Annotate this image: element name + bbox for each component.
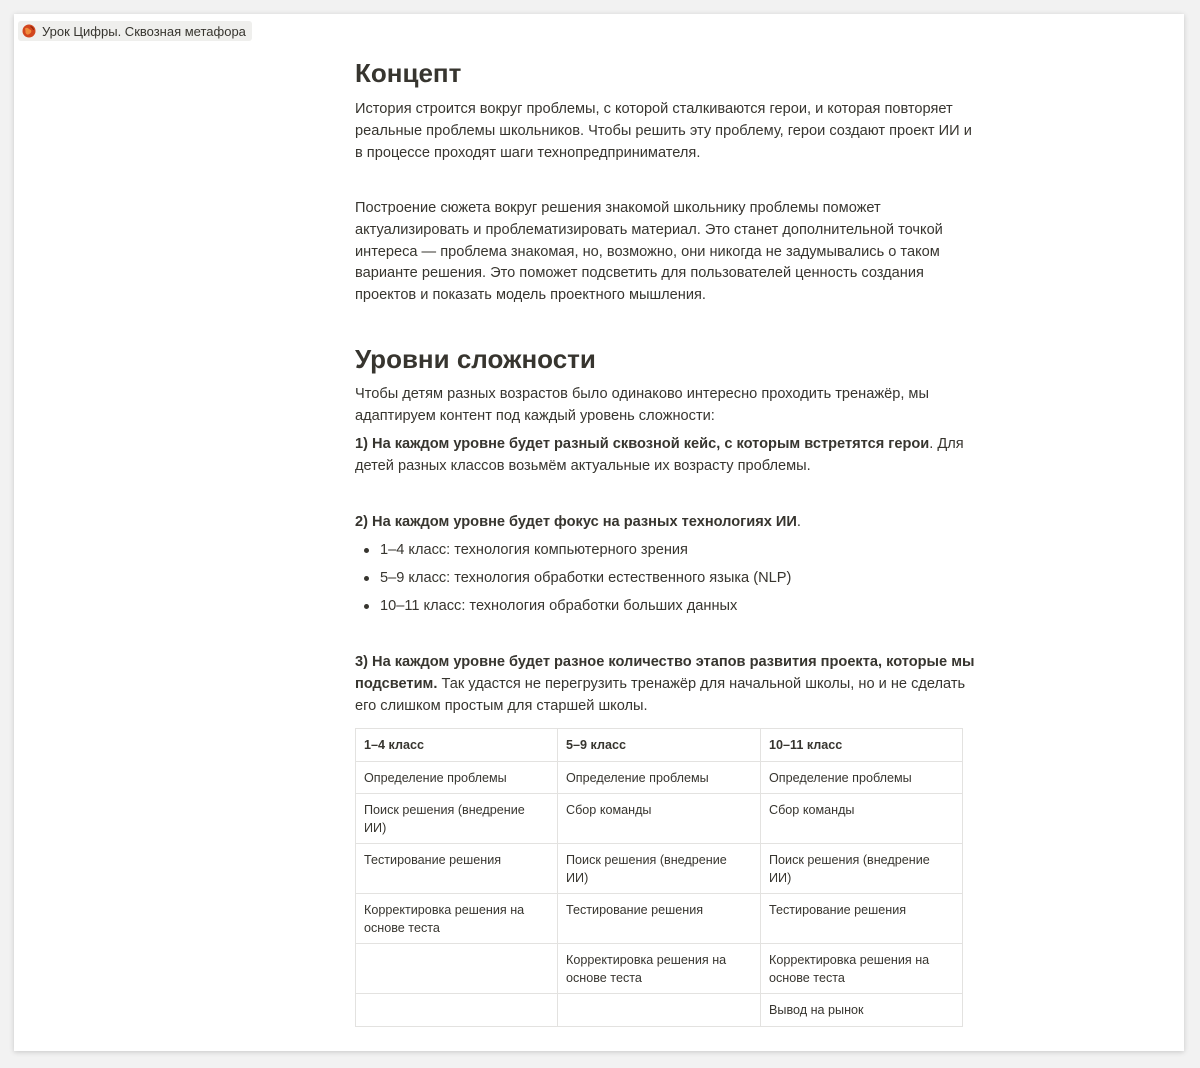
table-cell[interactable]: Корректировка решения на основе теста [558,944,761,994]
table-cell[interactable]: Тестирование решения [558,894,761,944]
ai-technology-list [355,540,791,624]
concept-paragraph-2: Построение сюжета вокруг решения знакомой школьнику проблемы поможет актуализировать и проблематизировать материал. Это станет дополнительной точкой интереса — проблема знакомая, но, возможно, они никогда не задумывались о таком варианте решения. Это поможет подсветить для пользователей ценность создания проектов и показать модель проектного мышления. [355,200,943,304]
table-cell[interactable]: Поиск решения (внедрение ИИ) [356,794,558,844]
table-header-row [356,729,963,762]
levels-point-3-rest: Так удастся не перегрузить тренажёр для начальной школы, но и не сделать его слишком простым для старшей школы. [355,675,966,714]
table-header-cell[interactable]: 10–11 класс [761,729,963,762]
list-item: 5–9 класс: технология обработки естественного языка (NLP) [355,568,791,596]
table-row [356,944,963,994]
table-cell[interactable]: Тестирование решения [761,894,963,944]
table-row [356,844,963,894]
levels-point-1-bold: 1) На каждом уровне будет разный сквозной кейс, с которым встретятся герои [355,436,930,452]
levels-point-2 [355,512,980,534]
table-cell[interactable] [356,994,558,1027]
table-cell[interactable]: Определение проблемы [761,761,963,794]
table-header-cell[interactable]: 1–4 класс [356,729,558,762]
table-cell[interactable]: Поиск решения (внедрение ИИ) [558,844,761,894]
levels-point-1-rest: . Для детей разных классов возьмём актуальные их возрасту проблемы. [355,436,964,474]
table-cell[interactable]: Вывод на рынок [761,994,963,1027]
levels-point-3-bold: 3) На каждом уровне будет разное количество этапов развития проекта, которые мы подсветим. [355,654,975,692]
table-cell[interactable]: Определение проблемы [558,761,761,794]
levels-point-2-rest: . [796,514,801,530]
levels-point-2-bold: 2) На каждом уровне будет фокус на разных технологиях ИИ [355,514,797,530]
concept-paragraph-1: История строится вокруг проблемы, с которой сталкиваются герои, и которая повторяет реальные проблемы школьников. Чтобы решить эту проблему, герои создают проект ИИ и в процессе проходят шаги технопредпринимателя. [355,101,972,161]
table-cell[interactable]: Сбор команды [558,794,761,844]
table-cell[interactable] [558,994,761,1027]
list-item: 10–11 класс: технология обработки больших данных [355,596,791,624]
breadcrumb-title: Урок Цифры. Сквозная метафора [42,23,246,39]
stages-table [355,728,963,1027]
table-row [356,894,963,944]
levels-point-1 [355,434,985,478]
table-cell[interactable] [356,944,558,994]
table-cell[interactable]: Определение проблемы [356,761,558,794]
table-cell[interactable]: Корректировка решения на основе теста [761,944,963,994]
levels-point-3 [355,652,980,717]
table-row [356,994,963,1027]
table-cell[interactable]: Корректировка решения на основе теста [356,894,558,944]
table-row [356,761,963,794]
table-cell[interactable]: Сбор команды [761,794,963,844]
table-cell[interactable]: Поиск решения (внедрение ИИ) [761,844,963,894]
levels-intro: Чтобы детям разных возрастов было одинаково интересно проходить тренажёр, мы адаптируем контент под каждый уровень сложности: [355,386,929,424]
levels-heading: Уровни сложности [355,344,596,374]
concept-heading: Концепт [355,58,462,88]
globe-emoji-icon [22,24,36,38]
list-item: 1–4 класс: технология компьютерного зрения [355,540,791,568]
table-row [356,794,963,844]
breadcrumb[interactable] [18,21,252,41]
document-window [14,14,1184,1051]
table-cell[interactable]: Тестирование решения [356,844,558,894]
table-header-cell[interactable]: 5–9 класс [558,729,761,762]
